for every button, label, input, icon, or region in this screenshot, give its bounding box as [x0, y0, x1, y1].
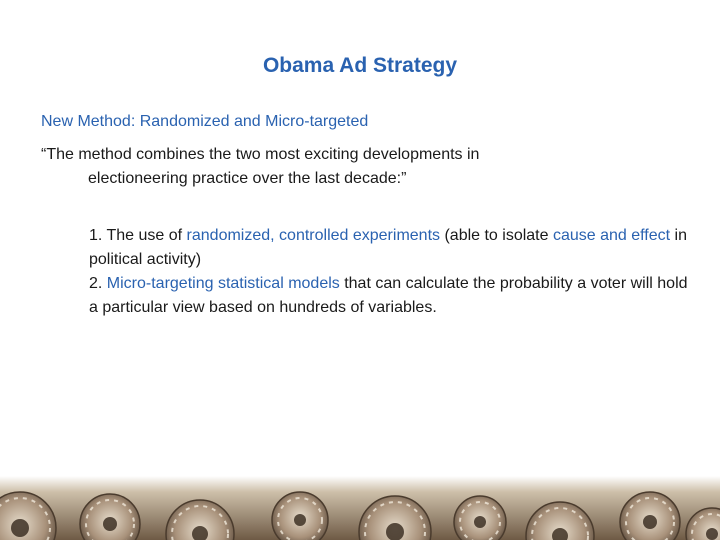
list-item-2-suffix: that can calculate the probability a voter will hold a particular view based on hundreds of variables. [89, 275, 688, 316]
gears-image [0, 476, 720, 540]
slide-subtitle: New Method: Randomized and Micro-targeted [41, 113, 369, 130]
quote-line-1: “The method combines the two most exciting developments in [41, 146, 480, 163]
list-item-1-middle: (able to isolate [440, 227, 553, 244]
quote-line-2: electioneering practice over the last decade:” [88, 170, 407, 187]
slide-title-text: Obama Ad Strategy [262, 54, 458, 77]
list-item-2-prefix: 2. [89, 275, 107, 292]
list-item-1-prefix: 1. The use of [89, 227, 187, 244]
quote-block [41, 143, 621, 191]
list-item-1-highlight-cause-effect: cause and effect [552, 227, 671, 244]
list-item-1-suffix: in political activity) [89, 227, 687, 268]
slide-title [0, 54, 720, 78]
list-item-2-highlight-models: Micro-targeting statistical models [106, 275, 340, 292]
list-item-1-highlight-experiments: randomized, controlled experiments [186, 227, 441, 244]
numbered-list [89, 224, 689, 320]
list-item [89, 224, 689, 272]
list-item [89, 272, 689, 320]
